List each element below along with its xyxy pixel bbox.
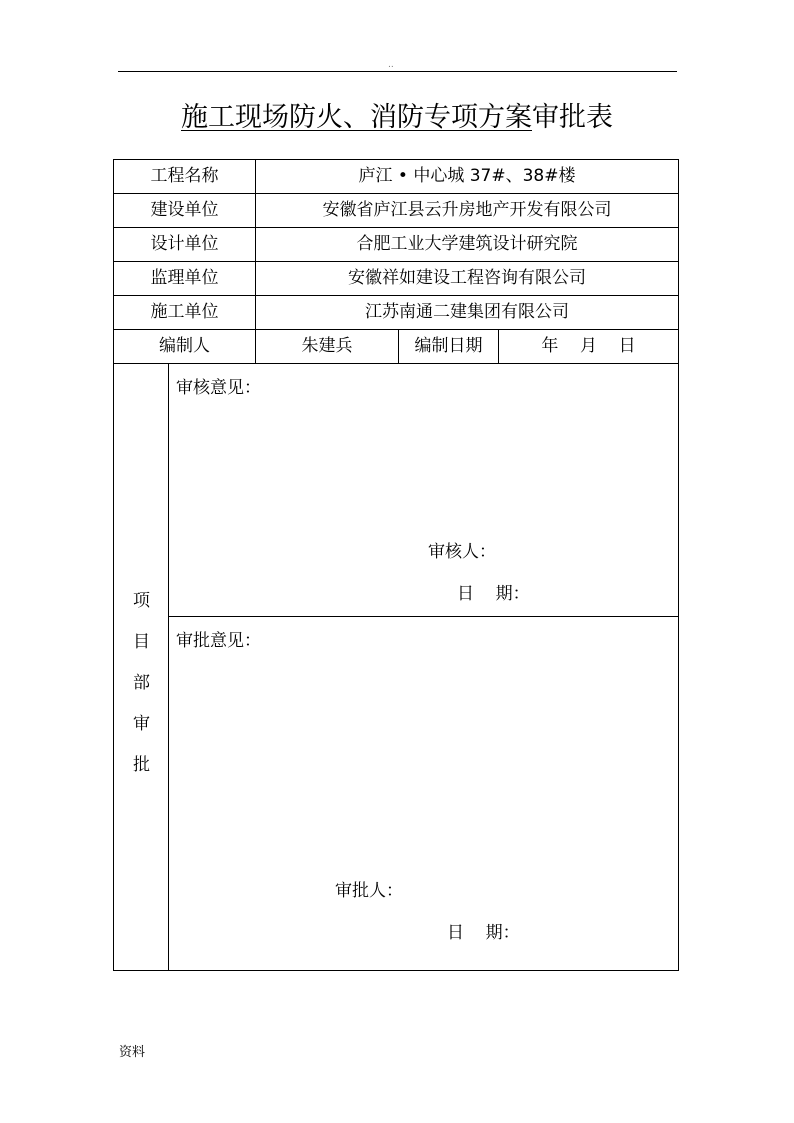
contractor-value: 江苏南通二建集团有限公司 <box>365 302 569 322</box>
document-title <box>0 98 794 138</box>
row-project-name <box>114 160 678 194</box>
review-date-label: 日 期： <box>457 584 530 604</box>
side-char-2: 目 <box>133 632 150 652</box>
compiler-label: 编制人 <box>114 330 256 363</box>
developer-value: 安徽省庐江县云升房地产开发有限公司 <box>322 200 612 220</box>
title-main: 施工现场防火、消防专项方案 <box>181 102 532 133</box>
approval-form-table <box>113 159 679 971</box>
project-name-label: 工程名称 <box>114 160 256 193</box>
approval-section <box>169 617 678 970</box>
header-rule <box>118 71 677 72</box>
header-marker: .. <box>388 60 394 70</box>
developer-label: 建设单位 <box>114 194 256 227</box>
side-char-4: 审 <box>133 714 150 734</box>
approval-opinion-label: 审批意见： <box>176 631 261 651</box>
designer-value: 合肥工业大学建筑设计研究院 <box>356 234 578 254</box>
project-name-value: 庐江 • 中心城 37#、38#楼 <box>358 166 576 186</box>
row-supervisor <box>114 262 678 296</box>
row-designer <box>114 228 678 262</box>
review-section <box>169 364 678 617</box>
review-opinion-label: 审核意见： <box>176 378 261 398</box>
row-compiler <box>114 330 678 364</box>
contractor-label: 施工单位 <box>114 296 256 329</box>
side-char-1: 项 <box>133 591 150 611</box>
row-developer <box>114 194 678 228</box>
footer-text: 资料 <box>119 1045 146 1060</box>
compiler-name: 朱建兵 <box>256 330 399 363</box>
side-char-3: 部 <box>133 673 150 693</box>
compile-date-label: 编制日期 <box>399 330 499 363</box>
supervisor-label: 监理单位 <box>114 262 256 295</box>
project-dept-approval-label <box>114 364 169 970</box>
supervisor-value: 安徽祥如建设工程咨询有限公司 <box>348 268 586 288</box>
side-char-5: 批 <box>133 755 150 775</box>
designer-label: 设计单位 <box>114 228 256 261</box>
reviewer-label: 审核人： <box>428 542 496 562</box>
approval-date-label: 日 期： <box>447 923 520 943</box>
title-suffix: 审批表 <box>532 102 613 133</box>
approver-label: 审批人： <box>335 881 403 901</box>
compile-date-value: 年 月 日 <box>541 336 636 356</box>
row-contractor <box>114 296 678 330</box>
